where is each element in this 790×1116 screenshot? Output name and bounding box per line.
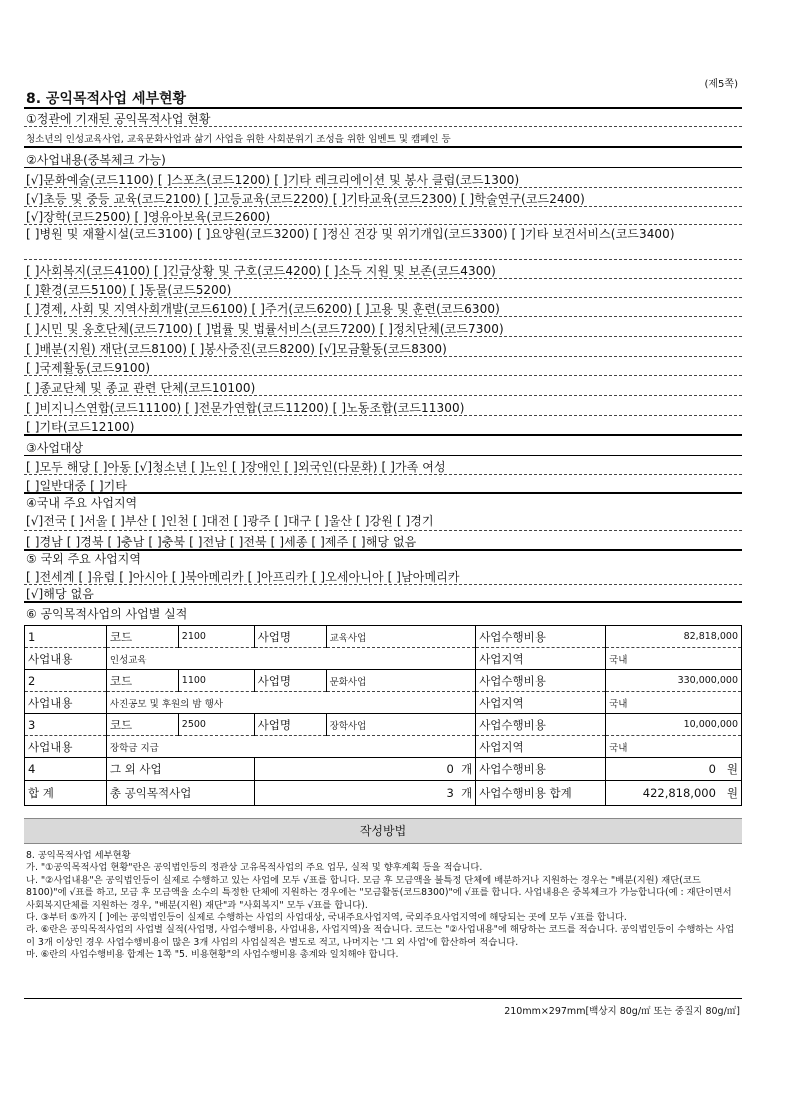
cost-label: 사업수행비용	[476, 626, 606, 648]
s2-line: [√]장학(코드2500) [ ]영유아보육(코드2600)	[26, 210, 271, 224]
section-title: 8. 공익목적사업 세부현황	[26, 91, 187, 107]
code-label: 코드	[106, 626, 178, 648]
divider	[24, 375, 742, 376]
name-label: 사업명	[254, 626, 326, 648]
s2-line: [ ]환경(코드5100) [ ]동물(코드5200)	[26, 283, 232, 297]
s4-line: [ ]경남 [ ]경북 [ ]충남 [ ]충북 [ ]전남 [ ]전북 [ ]세종 [ ]제주 [ ]해당 없음	[26, 535, 417, 549]
divider	[24, 126, 742, 127]
name-value: 교육사업	[326, 626, 476, 648]
divider	[24, 395, 742, 396]
divider	[24, 167, 742, 168]
s3-line: [ ]일반대중 [ ]기타	[26, 479, 128, 493]
cost-label: 사업수행비용	[476, 670, 606, 692]
code-label: 코드	[106, 670, 178, 692]
table-row	[25, 626, 742, 648]
s5-line: [ ]전세계 [ ]유럽 [ ]아시아 [ ]북아메리카 [ ]아프리카 [ ]오세아니아 [ ]남아메리카	[26, 570, 460, 584]
note: 다. ③부터 ⑤까지 [ ]에는 공익법인등이 실제로 수행하는 사업의 사업대상, 국내주요사업지역, 국외주요사업지역에 해당되는 곳에 모두 √표를 합니다.	[26, 912, 627, 924]
region-label: 사업지역	[476, 692, 606, 714]
content-value: 인성교육	[106, 648, 475, 670]
total-desc: 총 공익목적사업	[106, 781, 254, 806]
divider	[24, 224, 742, 225]
divider	[24, 206, 742, 207]
code-value: 2100	[178, 626, 254, 648]
region-value: 국내	[606, 692, 742, 714]
row-number: 1	[25, 626, 107, 648]
region-value: 국내	[606, 736, 742, 758]
s2-line: [ ]종교단체 및 종교 관련 단체(코드10100)	[26, 381, 256, 395]
other-row	[25, 758, 742, 781]
divider	[24, 336, 742, 337]
divider	[24, 187, 742, 188]
s2-line: [√]초등 및 중등 교육(코드2100) [ ]고등교육(코드2200) [ ]기타교육(코드2300) [ ]학술연구(코드2400)	[26, 192, 585, 206]
table-row	[25, 648, 742, 670]
name-label: 사업명	[254, 670, 326, 692]
method-notes	[26, 850, 740, 962]
divider	[24, 107, 742, 109]
method-header: 작성방법	[24, 818, 742, 844]
note: 가. "①공익목적사업 현황"란은 공익법인등의 정관상 고유목적사업의 주요 업무, 실적 및 향후계획 등을 적습니다.	[26, 862, 483, 874]
page-number: (제5쪽)	[704, 79, 738, 90]
divider	[24, 316, 742, 317]
cost-unit: 원	[726, 762, 738, 776]
divider	[24, 297, 742, 298]
s1-header: ①정관에 기재된 공익목적사업 현황	[26, 112, 211, 126]
total-cost-value: 422,818,000	[642, 786, 716, 800]
row-number: 2	[25, 670, 107, 692]
content-label: 사업내용	[25, 648, 107, 670]
divider	[24, 259, 742, 260]
table-row	[25, 736, 742, 758]
cost-unit: 원	[726, 786, 738, 800]
cost-label: 사업수행비용	[476, 714, 606, 736]
divider	[24, 584, 742, 585]
other-count-value: 0	[446, 762, 454, 776]
total-row	[25, 781, 742, 806]
cost-value: 330,000,000	[606, 670, 742, 692]
s2-line: [ ]사회복지(코드4100) [ ]긴급상황 및 구호(코드4200) [ ]소득 지원 및 보존(코드4300)	[26, 264, 496, 278]
content-label: 사업내용	[25, 736, 107, 758]
divider	[24, 998, 742, 999]
count-unit: 개	[461, 786, 473, 800]
s1-content: 청소년의 인성교육사업, 교육문화사업과 삶기 사업을 위한 사회분위기 조성을 위한 임벤트 및 캠페인 등	[26, 134, 451, 145]
other-count	[254, 758, 476, 781]
total-count	[254, 781, 476, 806]
performance-table	[24, 625, 742, 806]
s2-line: [√]문화예술(코드1100) [ ]스포츠(코드1200) [ ]기타 레크리에이션 및 봉사 클럽(코드1300)	[26, 173, 520, 187]
name-value: 문화사업	[326, 670, 476, 692]
s4-header: ④국내 주요 사업지역	[26, 496, 138, 510]
row-number: 4	[25, 758, 107, 781]
s2-line: [ ]비지니스연합(코드11100) [ ]전문가연합(코드11200) [ ]노동조합(코드11300)	[26, 401, 465, 415]
divider	[24, 455, 742, 456]
content-value: 장학금 지급	[106, 736, 475, 758]
s5-line: [√]해당 없음	[26, 587, 94, 601]
table-row	[25, 692, 742, 714]
content-label: 사업내용	[25, 692, 107, 714]
table-row	[25, 670, 742, 692]
note: 라. ⑥란은 공익목적사업의 사업별 실적(사업명, 사업수행비용, 사업내용, 사업지역)을 적습니다. 코드는 "②사업내용"에 해당하는 코드를 적습니다. 공익법인등이 수행하는 사업이 3개 이상인 경우 사업수행비용이 많은 3개 사업의 사업실적은 별도로 적고, 나머지는 '그 외 사업'에 합산하여 적습니다.	[26, 924, 735, 948]
s3-header: ③사업대상	[26, 441, 84, 455]
total-cost	[606, 781, 742, 806]
total-label: 합 계	[25, 781, 107, 806]
name-label: 사업명	[254, 714, 326, 736]
s2-line: [ ]경제, 사회 및 지역사회개발(코드6100) [ ]주거(코드6200) [ ]고용 및 훈련(코드6300)	[26, 302, 500, 316]
region-label: 사업지역	[476, 648, 606, 670]
divider	[24, 356, 742, 357]
paper-spec: 210mm×297mm[백상지 80g/㎡ 또는 중질지 80g/㎡]	[504, 1006, 740, 1017]
row-number: 3	[25, 714, 107, 736]
note: 나. "②사업내용"은 공익법인등이 실제로 수행하고 있는 사업에 모두 √표를 합니다. 모금 후 모금액을 불특정 단체에 배분하거나 지원하는 경우는 "배분(지원) 재단(코드8100)"에 √표를 하고, 모금 후 모금액을 소수의 특정한 단체에 지원하는 경우에는 "모금활동(코드8300)"에 √표를 합니다. 사업내용은 중복체크가 가능합니다(예 : 재단이면서 사회복지단체를 지원하는 경우, "배분(지원) 재단"과 "사회복지" 모두 √표를 합니다).	[26, 874, 732, 911]
region-label: 사업지역	[476, 736, 606, 758]
s6-header: ⑥ 공익목적사업의 사업별 실적	[26, 607, 188, 621]
divider	[24, 434, 742, 436]
s2-line: [ ]시민 및 옹호단체(코드7100) [ ]법률 및 법률서비스(코드7200) [ ]정치단체(코드7300)	[26, 322, 504, 336]
divider	[24, 415, 742, 416]
divider	[24, 146, 742, 148]
divider	[24, 278, 742, 279]
total-cost-label: 사업수행비용 합계	[476, 781, 606, 806]
s2-line: [ ]기타(코드12100)	[26, 420, 135, 434]
other-cost-value: 0	[708, 762, 716, 776]
divider	[24, 601, 742, 603]
s2-line: [ ]병원 및 재활시설(코드3100) [ ]요양원(코드3200) [ ]정신 건강 및 위기개입(코드3300) [ ]기타 보건서비스(코드3400)	[26, 227, 675, 241]
other-cost-label: 사업수행비용	[476, 758, 606, 781]
s3-line: [ ]모두 해당 [ ]아동 [√]청소년 [ ]노인 [ ]장애인 [ ]외국인(다문화) [ ]가족 여성	[26, 460, 446, 474]
count-unit: 개	[461, 762, 473, 776]
divider	[24, 474, 742, 475]
total-count-value: 3	[446, 786, 454, 800]
content-value: 사진공모 및 후원의 밤 행사	[106, 692, 475, 714]
s5-header: ⑤ 국외 주요 사업지역	[26, 552, 141, 566]
code-value: 2500	[178, 714, 254, 736]
other-label: 그 외 사업	[106, 758, 254, 781]
note: 마. ⑥란의 사업수행비용 합계는 1쪽 "5. 비용현황"의 사업수행비용 총계와 일치해야 합니다.	[26, 949, 399, 961]
s2-header: ②사업내용(중복체크 가능)	[26, 153, 166, 167]
divider	[24, 530, 742, 531]
s2-line: [ ]배분(지원) 재단(코드8100) [ ]봉사증진(코드8200) [√]모금활동(코드8300)	[26, 342, 447, 356]
code-label: 코드	[106, 714, 178, 736]
table-row	[25, 714, 742, 736]
code-value: 1100	[178, 670, 254, 692]
name-value: 장학사업	[326, 714, 476, 736]
cost-value: 10,000,000	[606, 714, 742, 736]
s2-line: [ ]국제활동(코드9100)	[26, 361, 151, 375]
note: 8. 공익목적사업 세부현황	[26, 850, 131, 861]
other-cost	[606, 758, 742, 781]
cost-value: 82,818,000	[606, 626, 742, 648]
region-value: 국내	[606, 648, 742, 670]
s4-line: [√]전국 [ ]서울 [ ]부산 [ ]인천 [ ]대전 [ ]광주 [ ]대구 [ ]울산 [ ]강원 [ ]경기	[26, 514, 434, 528]
